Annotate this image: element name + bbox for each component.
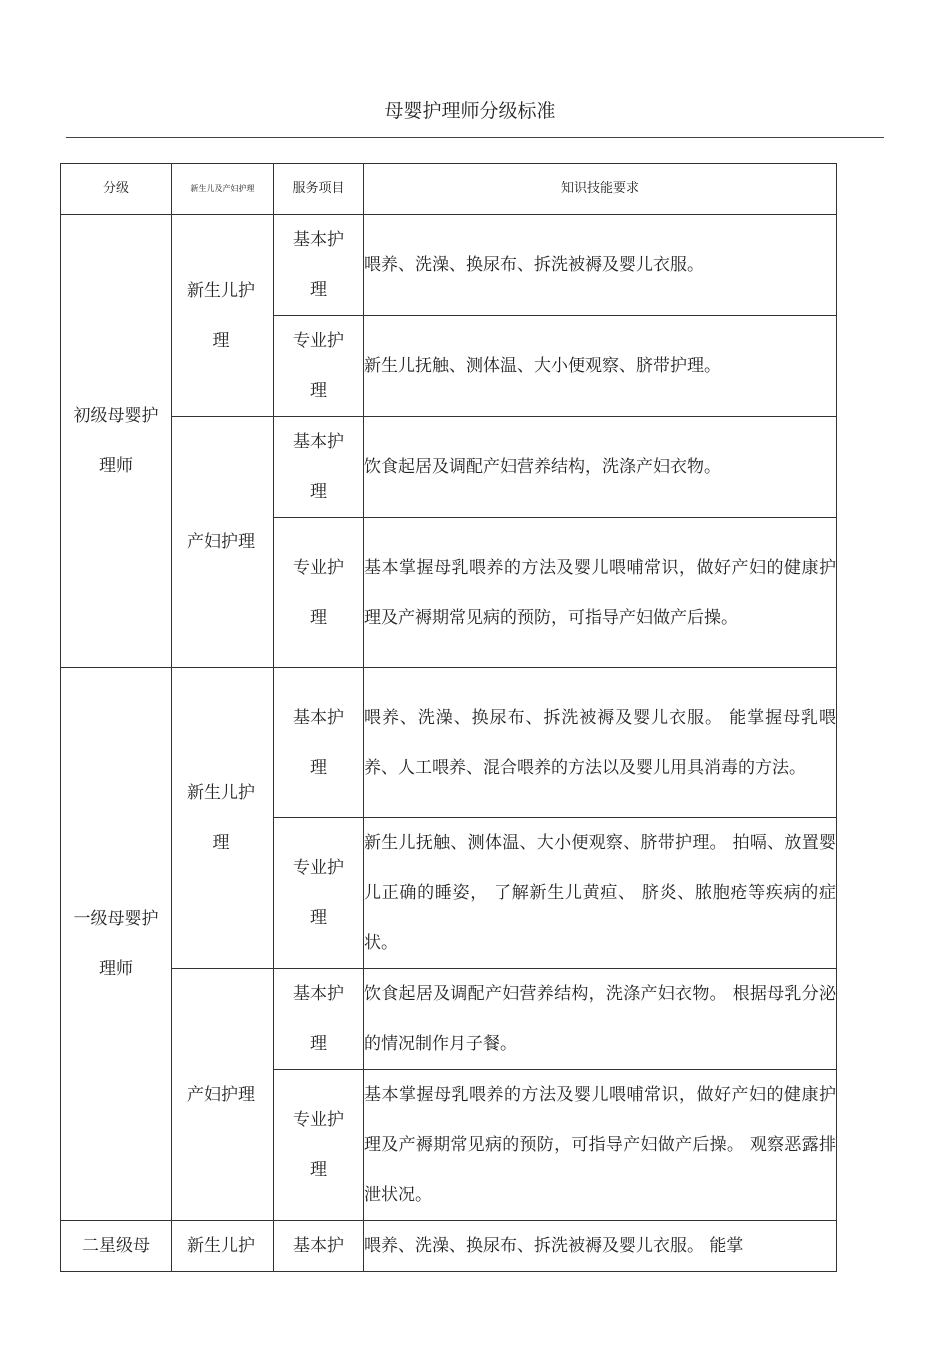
requirement-cell xyxy=(364,668,837,818)
service-label: 基本护理 xyxy=(293,230,344,300)
category-label: 产妇护理 xyxy=(187,1084,255,1105)
requirement-cell xyxy=(364,215,837,316)
table-row xyxy=(61,668,837,818)
service-label: 专业护理 xyxy=(293,331,344,401)
requirement-text: 基本掌握母乳喂养的方法及婴儿喂哺常识，做好产妇的健康护理及产褥期常见病的预防，可指导产妇做产后操。 观察恶露排泄状况。 xyxy=(364,1085,836,1205)
requirement-text: 饮食起居及调配产妇营养结构，洗涤产妇衣物。 xyxy=(364,457,721,477)
service-cell xyxy=(274,969,364,1070)
table-row xyxy=(61,215,837,316)
header-category: 新生儿及产妇护理 xyxy=(172,164,274,215)
requirement-text: 新生儿抚触、测体温、大小便观察、脐带护理。 xyxy=(364,356,721,376)
requirement-cell xyxy=(364,417,837,518)
service-cell xyxy=(274,316,364,417)
header-level: 分级 xyxy=(61,164,172,215)
service-label: 专业护理 xyxy=(293,858,344,928)
level-cell xyxy=(61,1221,172,1272)
category-cell xyxy=(172,1221,274,1272)
title-divider xyxy=(66,137,884,138)
service-cell xyxy=(274,417,364,518)
service-label: 基本护 xyxy=(293,1236,344,1256)
table-row xyxy=(61,417,837,518)
requirement-cell xyxy=(364,316,837,417)
requirement-cell xyxy=(364,1070,837,1221)
header-requirement: 知识技能要求 xyxy=(364,164,837,215)
service-cell xyxy=(274,215,364,316)
service-label: 专业护理 xyxy=(293,557,344,628)
category-cell xyxy=(172,417,274,668)
service-label: 基本护理 xyxy=(293,707,344,778)
requirement-cell xyxy=(364,518,837,668)
service-label: 基本护理 xyxy=(293,984,344,1054)
service-label: 专业护理 xyxy=(293,1110,344,1180)
requirement-text: 基本掌握母乳喂养的方法及婴儿喂哺常识，做好产妇的健康护理及产褥期常见病的预防，可指导产妇做产后操。 xyxy=(364,557,836,628)
requirement-cell xyxy=(364,818,837,969)
table-row xyxy=(61,1221,837,1272)
category-cell xyxy=(172,215,274,417)
level-label: 一级母婴护理师 xyxy=(73,909,159,979)
category-label: 新生儿护 xyxy=(187,1236,255,1256)
grading-standard-table xyxy=(60,163,837,1272)
table-header-row xyxy=(61,164,837,215)
requirement-cell xyxy=(364,969,837,1070)
level-cell xyxy=(61,668,172,1221)
requirement-text: 饮食起居及调配产妇营养结构，洗涤产妇衣物。 根据母乳分泌的情况制作月子餐。 xyxy=(364,984,836,1054)
category-cell xyxy=(172,668,274,969)
service-cell xyxy=(274,1221,364,1272)
requirement-text: 喂养、洗澡、换尿布、拆洗被褥及婴儿衣服。 能掌 xyxy=(364,1236,744,1256)
header-service: 服务项目 xyxy=(274,164,364,215)
level-label: 二星级母 xyxy=(82,1236,150,1256)
service-label: 基本护理 xyxy=(293,432,344,502)
service-cell xyxy=(274,668,364,818)
category-label: 新生儿护理 xyxy=(187,280,255,351)
category-label: 新生儿护理 xyxy=(187,783,255,853)
requirement-cell xyxy=(364,1221,837,1272)
page-title: 母婴护理师分级标准 xyxy=(384,100,556,122)
requirement-text: 新生儿抚触、测体温、大小便观察、脐带护理。 拍嗝、放置婴儿正确的睡姿， 了解新生儿黄疸、 脐炎、脓胞疮等疾病的症状。 xyxy=(364,833,836,953)
service-cell xyxy=(274,518,364,668)
service-cell xyxy=(274,818,364,969)
category-cell xyxy=(172,969,274,1221)
level-label: 初级母婴护理师 xyxy=(73,406,159,476)
level-cell xyxy=(61,215,172,668)
requirement-text: 喂养、洗澡、换尿布、拆洗被褥及婴儿衣服。 xyxy=(364,255,704,275)
table-row xyxy=(61,969,837,1070)
category-label: 产妇护理 xyxy=(187,532,255,552)
service-cell xyxy=(274,1070,364,1221)
requirement-text: 喂养、洗澡、换尿布、拆洗被褥及婴儿衣服。 能掌握母乳喂养、人工喂养、混合喂养的方法以及婴儿用具消毒的方法。 xyxy=(364,707,836,778)
